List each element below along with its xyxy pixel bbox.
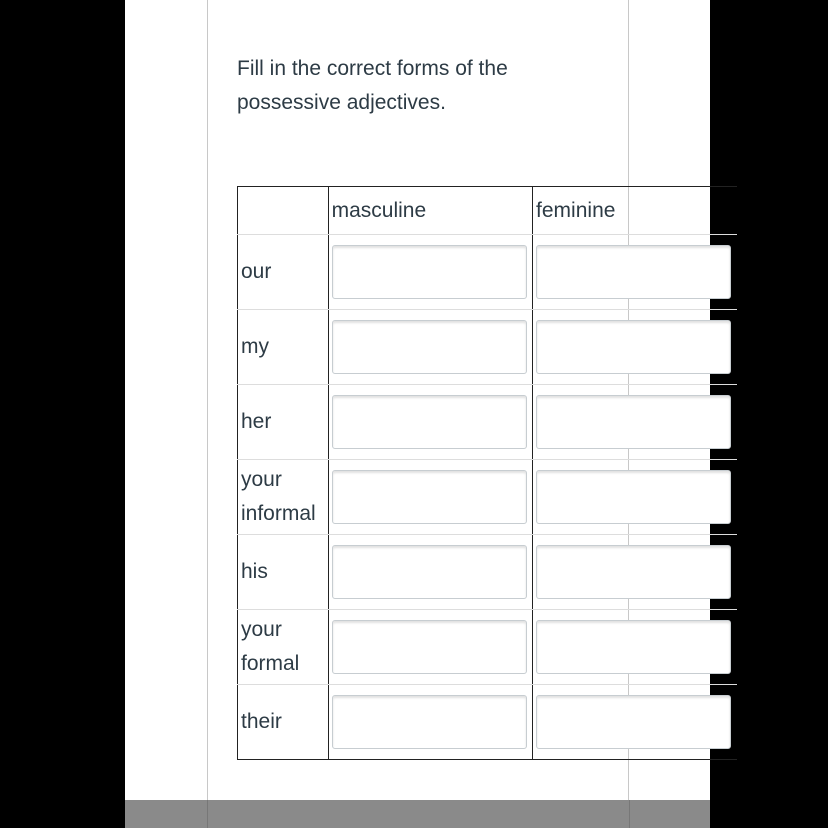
masculine-answer-input[interactable] — [332, 545, 527, 599]
masculine-cell — [328, 685, 532, 760]
table-header-row — [238, 187, 738, 235]
masculine-cell — [328, 310, 532, 385]
header-masculine: masculine — [328, 187, 532, 235]
masculine-cell — [328, 460, 532, 535]
feminine-answer-input[interactable] — [536, 620, 731, 674]
masculine-cell — [328, 610, 532, 685]
feminine-answer-input[interactable] — [536, 395, 731, 449]
row-label: her — [238, 385, 329, 460]
row-label: your formal — [238, 610, 329, 685]
masculine-cell — [328, 235, 532, 310]
table-viewport[interactable] — [237, 186, 616, 762]
masculine-answer-input[interactable] — [332, 695, 527, 749]
masculine-cell — [328, 535, 532, 610]
masculine-answer-input[interactable] — [332, 620, 527, 674]
table-row — [238, 385, 738, 460]
masculine-answer-input[interactable] — [332, 320, 527, 374]
feminine-answer-input[interactable] — [536, 695, 731, 749]
feminine-answer-input[interactable] — [536, 320, 731, 374]
feminine-answer-input[interactable] — [536, 470, 731, 524]
feminine-cell — [533, 535, 737, 610]
scrollbar-divider — [629, 800, 630, 828]
question-text: Fill in the correct forms of the possessive adjectives. — [237, 57, 508, 114]
row-label: their — [238, 685, 329, 760]
masculine-answer-input[interactable] — [332, 470, 527, 524]
bottom-scroll-area — [0, 800, 828, 828]
feminine-cell — [533, 610, 737, 685]
row-label: his — [238, 535, 329, 610]
possessive-adjectives-table — [237, 186, 737, 760]
scrollbar-divider — [207, 800, 208, 828]
feminine-answer-input[interactable] — [536, 545, 731, 599]
horizontal-scrollbar[interactable] — [125, 800, 710, 828]
header-feminine: feminine — [533, 187, 737, 235]
table-row — [238, 235, 738, 310]
feminine-answer-input[interactable] — [536, 245, 731, 299]
feminine-cell — [533, 685, 737, 760]
table-row — [238, 535, 738, 610]
masculine-answer-input[interactable] — [332, 245, 527, 299]
row-label: your informal — [238, 460, 329, 535]
feminine-cell — [533, 235, 737, 310]
feminine-cell — [533, 460, 737, 535]
table-row — [238, 310, 738, 385]
feminine-cell — [533, 385, 737, 460]
table-row — [238, 460, 738, 535]
table-row — [238, 610, 738, 685]
masculine-cell — [328, 385, 532, 460]
table-row — [238, 685, 738, 760]
row-label: our — [238, 235, 329, 310]
masculine-answer-input[interactable] — [332, 395, 527, 449]
feminine-cell — [533, 310, 737, 385]
header-empty-cell — [238, 187, 329, 235]
row-label: my — [238, 310, 329, 385]
question-card — [207, 0, 629, 800]
